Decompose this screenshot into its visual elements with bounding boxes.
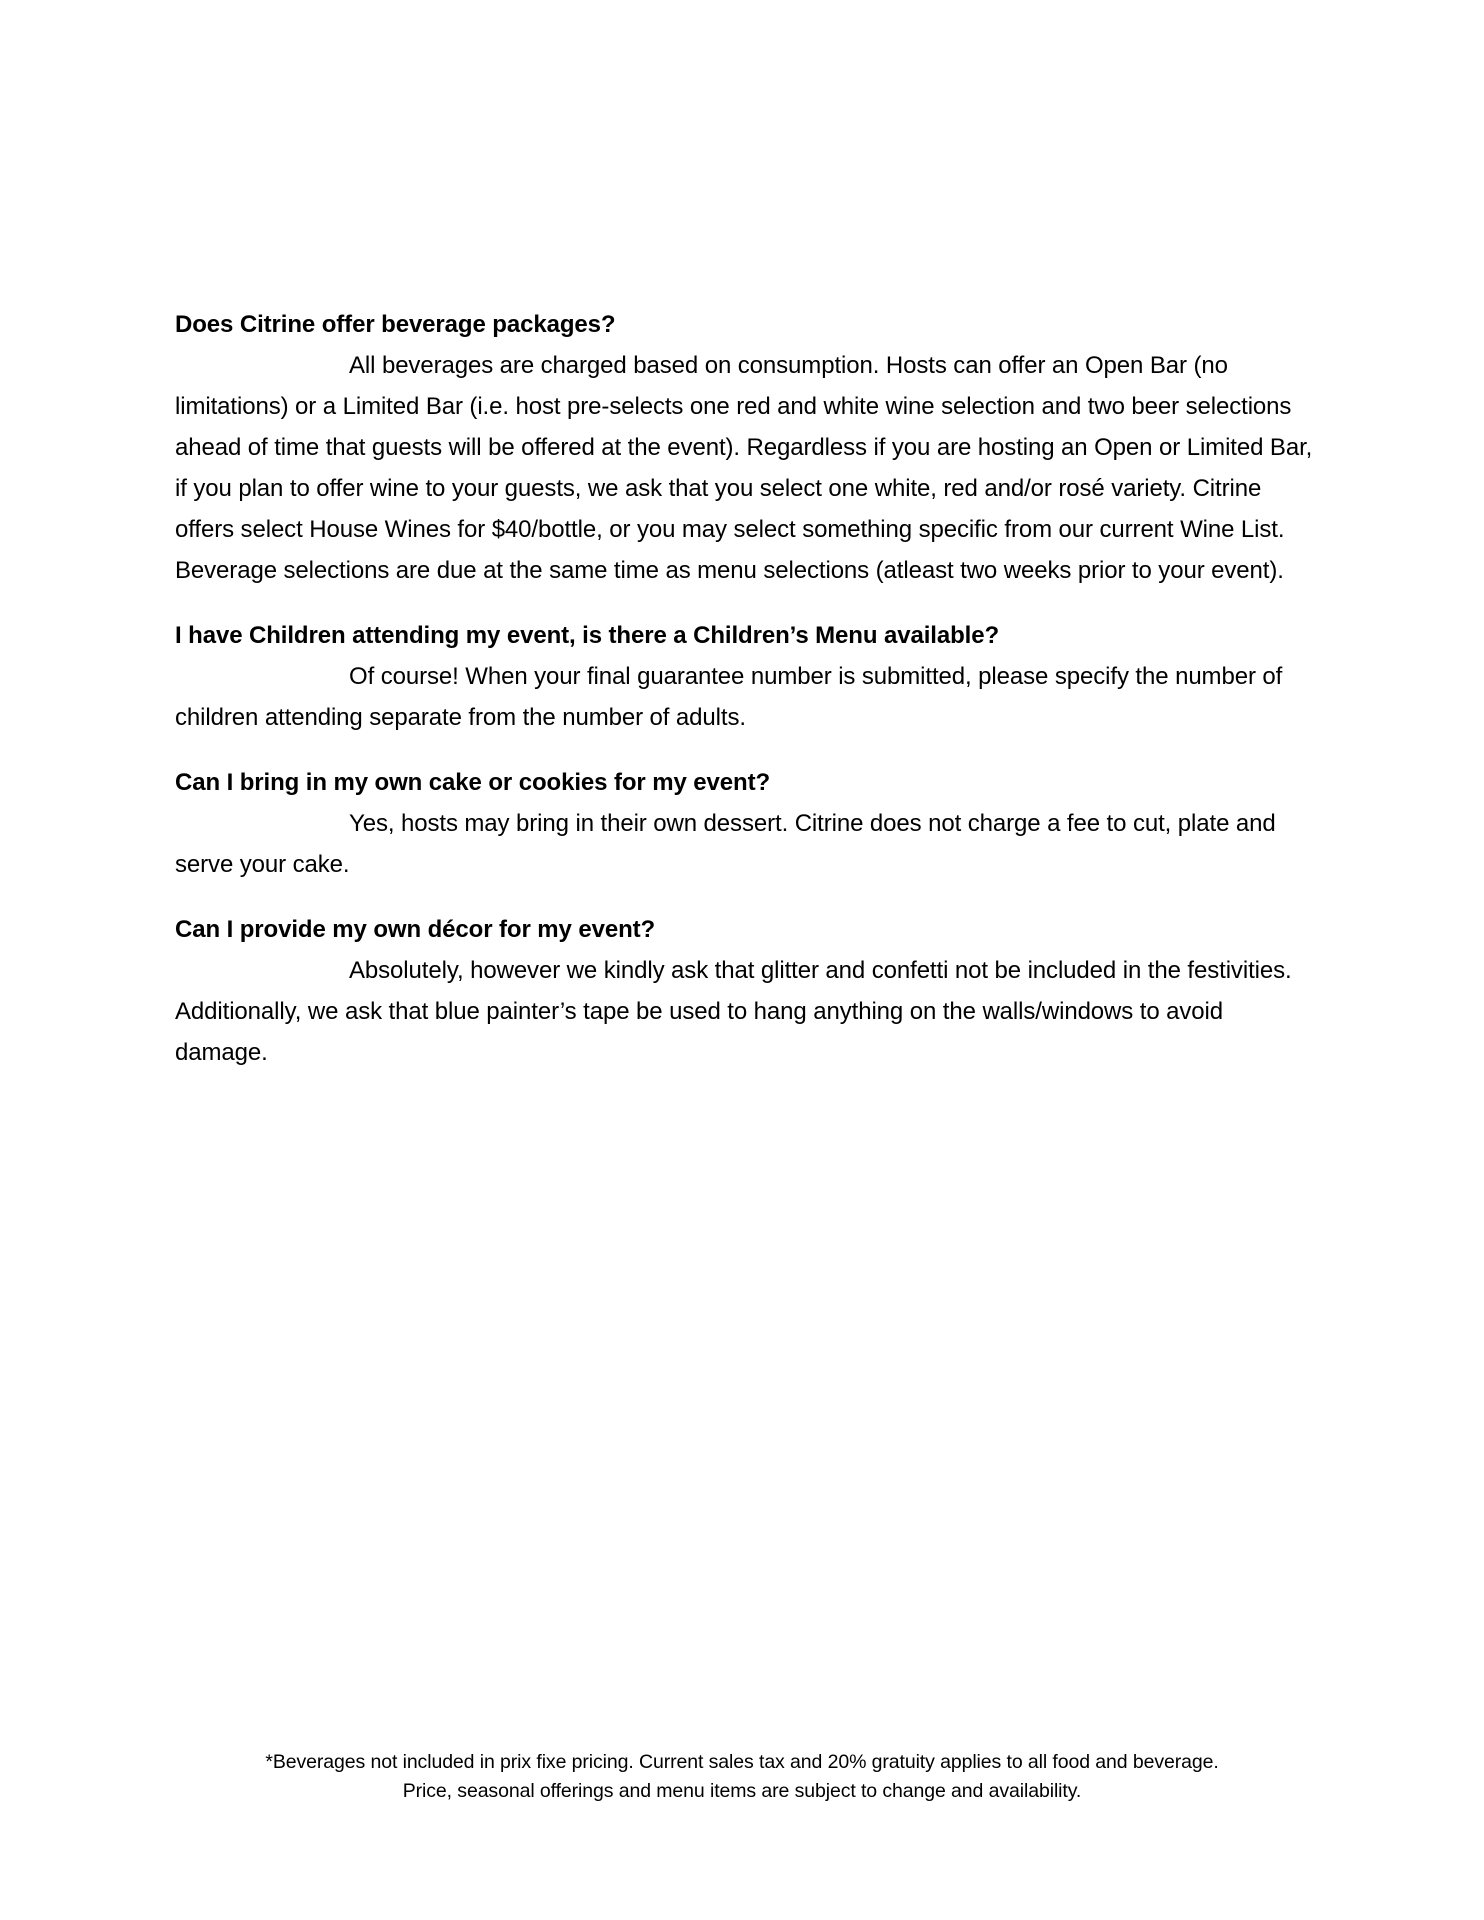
faq-question: Can I provide my own décor for my event? [175, 916, 656, 943]
faq-question: I have Children attending my event, is there a Children’s Menu available? [175, 622, 1000, 649]
footer-line-pricing: *Beverages not included in prix fixe pricing. Current sales tax and 20% gratuity applies to all food and beverage. [265, 1751, 1219, 1773]
footer-line-availability: Price, seasonal offerings and menu items are subject to change and availability. [402, 1780, 1082, 1802]
faq-answer: All beverages are charged based on consumption. Hosts can offer an Open Bar (no limitations) or a Limited Bar (i.e. host pre-selects one red and white wine selection and two beer selections ahead of time that guests will be offered at the event). Regardless if you are hosting an Open or Limited Bar, if you plan to offer wine to your guests, we ask that you select one white, red and/or rosé variety. Citrine offers select House Wines for $40/bottle, or you may select something specific from our current Wine List. Beverage selections are due at the same time as menu selections (atleast two weeks prior to your event). [175, 352, 1313, 584]
faq-question: Can I bring in my own cake or cookies for my event? [175, 769, 771, 796]
faq-item-childrens-menu [175, 615, 1315, 738]
faq-item-beverage-packages [175, 304, 1315, 591]
faq-answer: Of course! When your final guarantee number is submitted, please specify the number of children attending separate from the number of adults. [175, 663, 1283, 731]
faq-answer: Yes, hosts may bring in their own dessert. Citrine does not charge a fee to cut, plate and serve your cake. [175, 810, 1276, 878]
faq-section [175, 304, 1315, 1097]
faq-item-own-decor [175, 909, 1315, 1073]
faq-item-own-cake [175, 762, 1315, 885]
faq-question: Does Citrine offer beverage packages? [175, 311, 616, 338]
footer-note [0, 1748, 1484, 1806]
faq-answer: Absolutely, however we kindly ask that glitter and confetti not be included in the festivities. Additionally, we ask that blue painter’s tape be used to hang anything on the walls/windows to avoid damage. [175, 957, 1292, 1066]
